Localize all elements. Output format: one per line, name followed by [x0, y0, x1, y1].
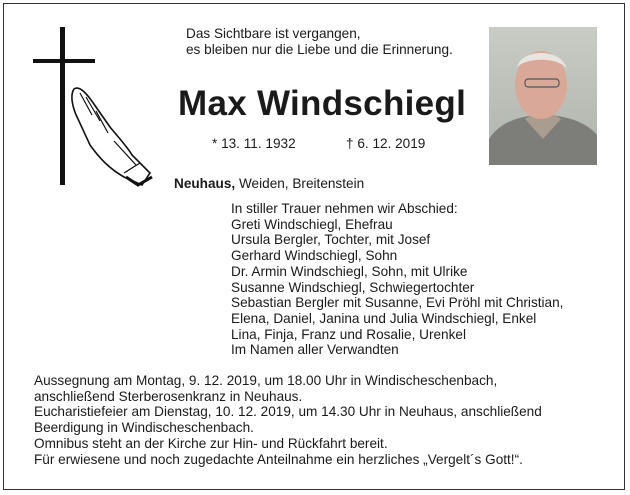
info-line: Aussegnung am Montag, 9. 12. 2019, um 18.00 Uhr in Windischeschenbach, [34, 373, 498, 388]
mourner: Elena, Daniel, Janina und Julia Windschiegl, Enkel [231, 310, 537, 326]
quote-line: Das Sichtbare ist vergangen, [186, 26, 361, 41]
residence-places [174, 176, 364, 192]
place-main: Neuhaus, [174, 176, 236, 191]
mourner: Ursula Bergler, Tochter, mit Josef [231, 232, 431, 248]
mourner: Dr. Armin Windschiegl, Sohn, mit Ulrike [231, 263, 468, 279]
mourners-intro: In stiller Trauer nehmen wir Abschied: [231, 201, 458, 216]
deceased-name: Max Windschiegl [178, 84, 467, 123]
info-line: Beerdigung in Windischeschenbach. [34, 420, 254, 436]
info-line: Eucharistiefeier am Dienstag, 10. 12. 2019, um 14.30 Uhr in Neuhaus, anschließend [34, 404, 542, 420]
praying-hands-icon [66, 85, 158, 187]
info-line: Omnibus steht an der Kirche zur Hin- und Rückfahrt bereit. [34, 435, 388, 451]
death-date: † 6. 12. 2019 [346, 136, 426, 151]
quote-line: es bleiben nur die Liebe und die Erinnerung. [186, 41, 453, 57]
portrait-illustration [489, 27, 597, 165]
birth-date: * 13. 11. 1932 [212, 136, 296, 151]
mourner: Sebastian Bergler mit Susanne, Evi Pröhl mit Christian, [231, 295, 564, 311]
place-others: Weiden, Breitenstein [235, 176, 365, 191]
portrait-photo [489, 27, 597, 165]
mourners-list [231, 201, 563, 358]
mourner: Greti Windschiegl, Ehefrau [231, 216, 393, 232]
mourner: Lina, Finja, Franz und Rosalie, Urenkel [231, 326, 466, 342]
info-line: anschließend Sterberosenkranz in Neuhaus. [34, 388, 303, 404]
mourners-closing: Im Namen aller Verwandten [231, 342, 399, 358]
quote [186, 26, 453, 57]
funeral-info [34, 373, 542, 467]
info-line: Für erwiesene und noch zugedachte Anteilnahme ein herzliches „Vergelt´s Gott!“. [34, 451, 523, 467]
mourner: Susanne Windschiegl, Schwiegertochter [231, 279, 475, 295]
mourner: Gerhard Windschiegl, Sohn [231, 248, 398, 264]
